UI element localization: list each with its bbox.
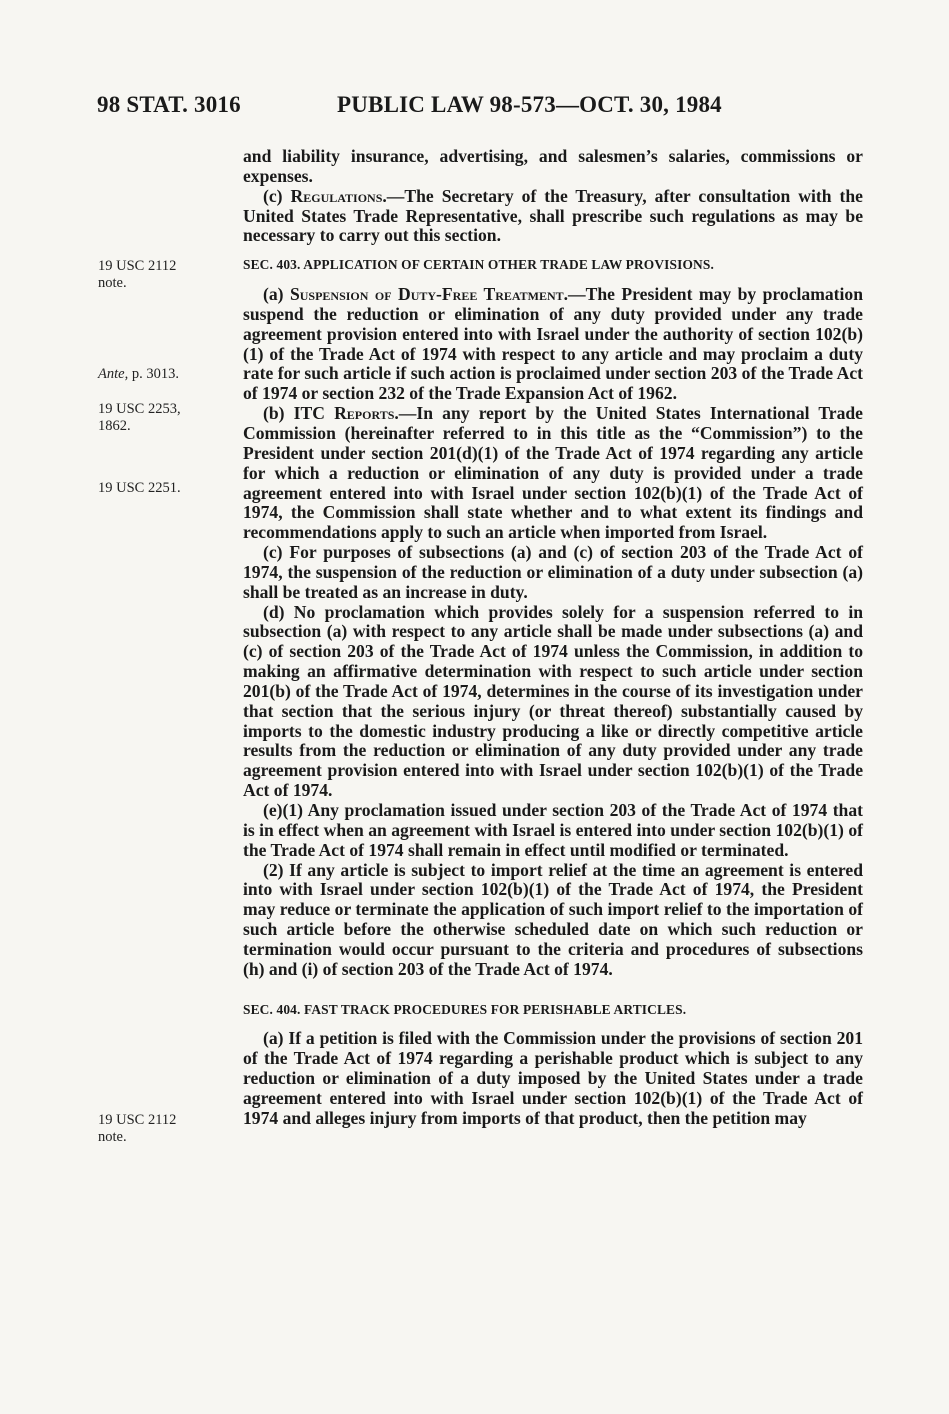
paragraph (243, 404, 863, 543)
subsection-heading: Regulations (290, 185, 383, 206)
main-text-column (243, 147, 863, 1129)
subsection-heading: Suspension of Duty-Free Treatment (289, 284, 564, 305)
margin-note-text: 19 USC 2112 (98, 1112, 177, 1128)
paragraph (243, 187, 863, 247)
section-heading: SEC. 404. FAST TRACK PROCEDURES FOR PERISHABLE ARTICLES. (243, 1001, 687, 1017)
margin-note-text: 19 USC 2253, (98, 401, 181, 417)
margin-note-text: 1862. (98, 418, 131, 434)
margin-note-text: Ante, (98, 366, 129, 382)
section-heading: SEC. 403. APPLICATION OF CERTAIN OTHER TRADE LAW PROVISIONS. (243, 257, 714, 273)
paragraph: (c) For purposes of subsections (a) and (c) of section 203 of the Trade Act of 1974, the suspension of the reduction or elimination of a duty under subsection (a) shall be treated as an increase in duty. (243, 542, 863, 602)
margin-note-ante (98, 366, 179, 383)
margin-note-text: note. (98, 275, 127, 291)
margin-note-usc-2112 (98, 258, 176, 292)
margin-note-text: 19 USC 2251. (98, 480, 181, 496)
paragraph: (2) If any article is subject to import relief at the time an agreement is entered into with Israel under section 102(b)(1) of the Trade Act of 1974, the President may reduce or terminate the application of such import relief to the importation of such article before the otherwise scheduled date on which such reduction or termination would occur pursuant to the criteria and procedures of subsections (h) and (i) of section 203 of the Trade Act of 1974. (243, 859, 863, 979)
paragraph-text: .—The President may by proclamation suspend the reduction or elimination of any duty provided under any trade agreement provision entered into with Israel under the authority of section 102(b)(1) of the Trade Act of 1974 with respect to any article and may proclaim a duty rate for such article if such action is proclaimed under section 203 of the Trade Act of 1974 or section 232 of the Trade Expansion Act of 1962. (243, 284, 863, 404)
paragraph: (e)(1) Any proclamation issued under section 203 of the Trade Act of 1974 that is in effect when an agreement with Israel is entered into under section 102(b)(1) of the Trade Act of 1974 shall remain in effect until modified or terminated. (243, 800, 863, 860)
subsection-label: (b) (263, 403, 294, 424)
paragraph: (d) No proclamation which provides solely for a suspension referred to in subsection (a) with respect to any article shall be made under subsections (a) and (c) of section 203 of the Trade Act of 1974 unless the Commission, in addition to making an affirmative determination with respect to such article under section 201(b) of the Trade Act of 1974, determines in the course of its investigation under that section that the serious injury (or threat thereof) substantially caused by imports to the domestic industry producing a like or directly competitive article results from the reduction or elimination of any duty provided under any trade agreement provision entered into with Israel under section 102(b)(1) of the Trade Act of 1974. (243, 601, 863, 801)
margin-note-text: 19 USC 2112 (98, 258, 177, 274)
page-title: PUBLIC LAW 98-573—OCT. 30, 1984 (337, 92, 722, 117)
margin-note-text: p. 3013. (128, 366, 179, 382)
margin-note-usc-2112 (98, 1112, 176, 1146)
paragraph: and liability insurance, advertising, and salesmen’s salaries, commissions or expenses. (243, 146, 863, 186)
subsection-label: (a) (263, 284, 290, 305)
margin-note-usc-2253 (98, 401, 181, 435)
paragraph (243, 285, 863, 404)
subsection-heading: ITC Reports (293, 403, 395, 424)
margin-note-text: note. (98, 1129, 127, 1145)
paragraph: (a) If a petition is filed with the Commission under the provisions of section 201 of the Trade Act of 1974 regarding a perishable product which is subject to any reduction or elimination of a duty imposed by the United States under a trade agreement entered into with Israel under section 102(b)(1) of the Trade Act of 1974 and alleges injury from imports of that product, then the petition may (243, 1028, 863, 1128)
paragraph-text: .—In any report by the United States International Trade Commission (hereinafter referred to in this title as the “Commission”) to the President under section 201(d)(1) of the Trade Act of 1974 regarding any article for which a reduction or elimination of any duty is provided under a trade agreement entered into with Israel under section 102(b)(1) of the Trade Act of 1974, the Commission shall state whether and to what extent its findings and recommendations apply to such an article when imported from Israel. (243, 403, 863, 543)
statute-page-number: 98 STAT. 3016 (97, 92, 241, 117)
paragraph-text: .—The Secretary of the Treasury, after consultation with the United States Trade Representative, shall prescribe such regulations as may be necessary to carry out this section. (243, 185, 863, 246)
margin-note-usc-2251 (98, 480, 181, 497)
subsection-label: (c) (263, 185, 291, 206)
